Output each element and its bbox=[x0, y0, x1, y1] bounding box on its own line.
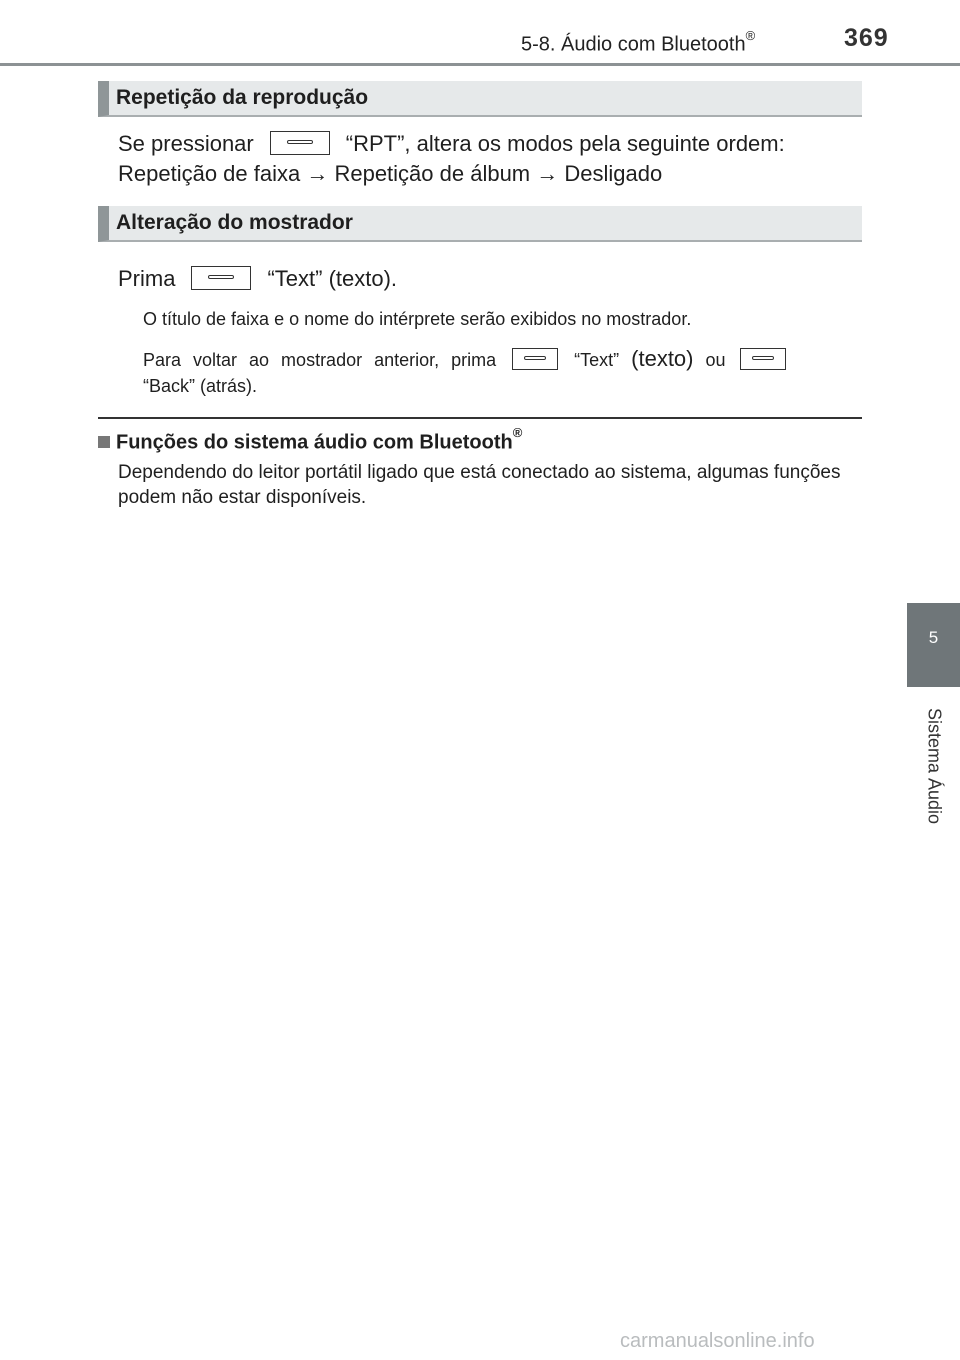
section-title-display: Alteração do mostrador bbox=[98, 206, 862, 242]
chapter-number: 5 bbox=[928, 628, 939, 647]
bullet-square-icon bbox=[98, 436, 110, 448]
repeat-instruction bbox=[118, 131, 785, 157]
note2-or: ou bbox=[705, 350, 726, 370]
info-rule bbox=[98, 417, 862, 419]
button-icon bbox=[740, 348, 786, 370]
repeat-text-after: “RPT”, altera os modos pela seguinte ordem: bbox=[345, 131, 785, 156]
note2-text-before: Para voltar ao mostrador anterior, prima bbox=[143, 350, 497, 370]
display-note-1: O título de faixa e o nome do intérprete serão exibidos no mostrador. bbox=[143, 309, 692, 329]
note2-text: “Text” bbox=[574, 350, 620, 370]
display-note-3: “Back” (atrás). bbox=[143, 376, 258, 396]
button-icon bbox=[512, 348, 558, 370]
page-number: 369 bbox=[844, 24, 889, 52]
running-header-section bbox=[521, 28, 756, 57]
section-title-repeat: Repetição da reprodução bbox=[98, 81, 862, 117]
registered-mark: ® bbox=[745, 28, 756, 43]
prima-text-after: “Text” (texto). bbox=[267, 266, 398, 291]
section-title-text: 5-8. Áudio com Bluetooth bbox=[521, 33, 746, 56]
display-note-2 bbox=[143, 346, 786, 372]
button-icon bbox=[191, 266, 251, 290]
watermark: carmanualsonline.info bbox=[620, 1330, 815, 1352]
button-icon bbox=[270, 131, 330, 155]
note2-paren: (texto) bbox=[631, 346, 694, 371]
display-instruction bbox=[118, 266, 397, 292]
info-body: Dependendo do leitor portátil ligado que está conectado ao sistema, algumas funções podem não estar disponíveis. bbox=[118, 462, 841, 508]
chapter-label: Sistema Áudio bbox=[924, 707, 945, 825]
header-rule bbox=[0, 63, 960, 66]
repeat-mode-order: Repetição de faixa → Repetição de álbum → Desligado bbox=[118, 161, 663, 186]
info-title-text: Funções do sistema áudio com Bluetooth bbox=[116, 431, 513, 454]
info-title bbox=[98, 425, 523, 455]
registered-mark: ® bbox=[512, 425, 523, 440]
prima-text-before: Prima bbox=[118, 266, 176, 291]
repeat-text-before: Se pressionar bbox=[118, 131, 254, 156]
